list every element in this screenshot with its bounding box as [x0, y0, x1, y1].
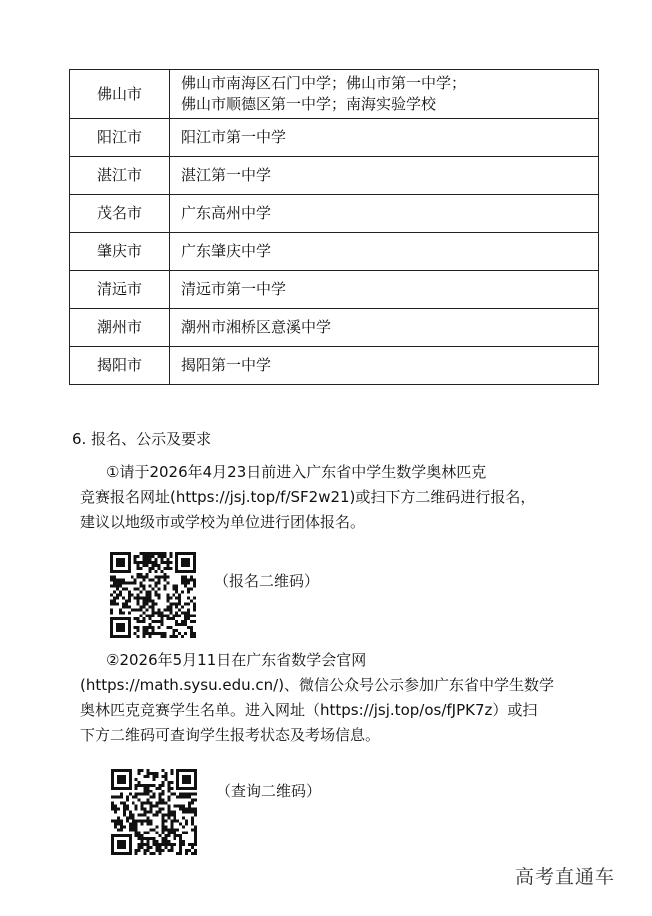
registration-qr-code[interactable]: [110, 552, 196, 638]
paragraph-line: 下方二维码可查询学生报考状态及考场信息。: [80, 726, 381, 744]
table-row: [70, 157, 599, 195]
table-row: [70, 195, 599, 233]
school-cell: 清远市第一中学: [170, 271, 599, 309]
school-line: 佛山市顺德区第一中学；南海实验学校: [181, 95, 437, 113]
query-qr-code[interactable]: [111, 769, 197, 855]
paragraph-line: (https://math.sysu.edu.cn/)、微信公众号公示参加广东省中学生数学: [80, 676, 555, 694]
paragraph-line: ②2026年5月11日在广东省数学会官网: [106, 651, 367, 669]
school-cell: 潮州市湘桥区意溪中学: [170, 309, 599, 347]
city-cell: 阳江市: [70, 119, 170, 157]
query-qr-caption: （查询二维码）: [216, 782, 322, 800]
paragraph-line: 奥林匹克竞赛学生名单。进入网址（https://jsj.top/os/fJPK7z）或扫: [80, 701, 538, 719]
city-cell: 揭阳市: [70, 347, 170, 385]
city-cell: 佛山市: [70, 70, 170, 119]
school-cell: 湛江第一中学: [170, 157, 599, 195]
school-cell: 广东高州中学: [170, 195, 599, 233]
paragraph-line: ①请于2026年4月23日前进入广东省中学生数学奥林匹克: [106, 463, 487, 481]
school-cell: 广东肇庆中学: [170, 233, 599, 271]
table-row: [70, 70, 599, 119]
table-row: [70, 347, 599, 385]
table-row: [70, 233, 599, 271]
registration-paragraph: [80, 460, 600, 535]
school-cell: [170, 70, 599, 119]
paragraph-line: 竞赛报名网址(https://jsj.top/f/SF2w21)或扫下方二维码进行报名，: [80, 488, 536, 506]
table-row: [70, 119, 599, 157]
school-cell: 阳江市第一中学: [170, 119, 599, 157]
school-cell: 揭阳第一中学: [170, 347, 599, 385]
section-heading: 6. 报名、公示及要求: [72, 430, 212, 448]
city-cell: 湛江市: [70, 157, 170, 195]
city-cell: 茂名市: [70, 195, 170, 233]
publicity-paragraph: [80, 648, 600, 748]
school-line: 佛山市南海区石门中学；佛山市第一中学；: [181, 74, 467, 92]
city-cell: 肇庆市: [70, 233, 170, 271]
registration-qr-caption: （报名二维码）: [214, 572, 320, 590]
city-cell: 潮州市: [70, 309, 170, 347]
watermark: 高考直通车: [515, 866, 616, 888]
venue-table: [69, 69, 599, 385]
table-row: [70, 309, 599, 347]
city-cell: 清远市: [70, 271, 170, 309]
paragraph-line: 建议以地级市或学校为单位进行团体报名。: [80, 513, 366, 531]
table-row: [70, 271, 599, 309]
